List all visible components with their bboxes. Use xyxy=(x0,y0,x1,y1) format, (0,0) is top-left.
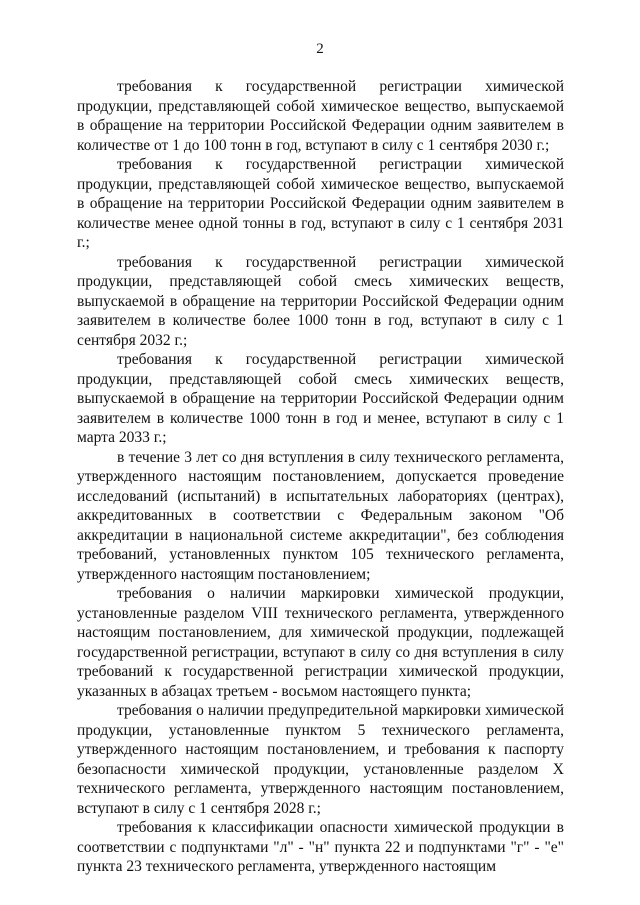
paragraph-3: требования к государственной регистрации химической продукции, представляющей собой смесь химических веществ, выпускаемой в обращение на территории Российской Федерации одним заявителем в количестве более 1000 тонн в год, вступают в силу с 1 сентября 2032 г.; xyxy=(77,253,564,349)
document-body xyxy=(77,77,564,877)
paragraph-8: требования к классификации опасности химической продукции в соответствии с подпунктами "л" - "н" пункта 22 и подпунктами "г" - "е" пункта 23 технического регламента, утвержденного настоящим xyxy=(77,819,564,875)
paragraph-6: требования о наличии маркировки химической продукции, установленные разделом VIII технического регламента, утвержденного настоящим постановлением, для химической продукции, подлежащей государственной регистрации, вступают в силу со дня вступления в силу требований к государственной регистрации химической продукции, указанных в абзацах третьем - восьмом настоящего пункта; xyxy=(77,585,564,700)
paragraph-1: требования к государственной регистрации химической продукции, представляющей собой химическое вещество, выпускаемой в обращение на территории Российской Федерации одним заявителем в количестве от 1 до 100 тонн в год, вступают в силу с 1 сентября 2030 г.; xyxy=(77,78,564,154)
paragraph-5: в течение 3 лет со дня вступления в силу технического регламента, утвержденного настоящим постановлением, допускается проведение исследований (испытаний) в испытательных лабораториях (центрах), аккредитованных в соответствии с Федеральным законом "Об аккредитации в национальной системе аккредитации", без соблюдения требований, установленных пунктом 105 технического регламента, утвержденного настоящим постановлением; xyxy=(77,448,564,583)
paragraph-7: требования о наличии предупредительной маркировки химической продукции, установленные пунктом 5 технического регламента, утвержденного настоящим постановлением, и требования к паспорту безопасности химической продукции, установленные разделом X технического регламента, утвержденного настоящим постановлением, вступают в силу с 1 сентября 2028 г.; xyxy=(77,702,564,817)
page-number: 2 xyxy=(316,41,324,57)
paragraph-2: требования к государственной регистрации химической продукции, представляющей собой химическое вещество, выпускаемой в обращение на территории Российской Федерации одним заявителем в количестве менее одной тонны в год, вступают в силу с 1 сентября 2031 г.; xyxy=(77,156,564,251)
paragraph-4: требования к государственной регистрации химической продукции, представляющей собой смесь химических веществ, выпускаемой в обращение на территории Российской Федерации одним заявителем в количестве 1000 тонн в год и менее, вступают в силу с 1 марта 2033 г.; xyxy=(77,351,564,446)
